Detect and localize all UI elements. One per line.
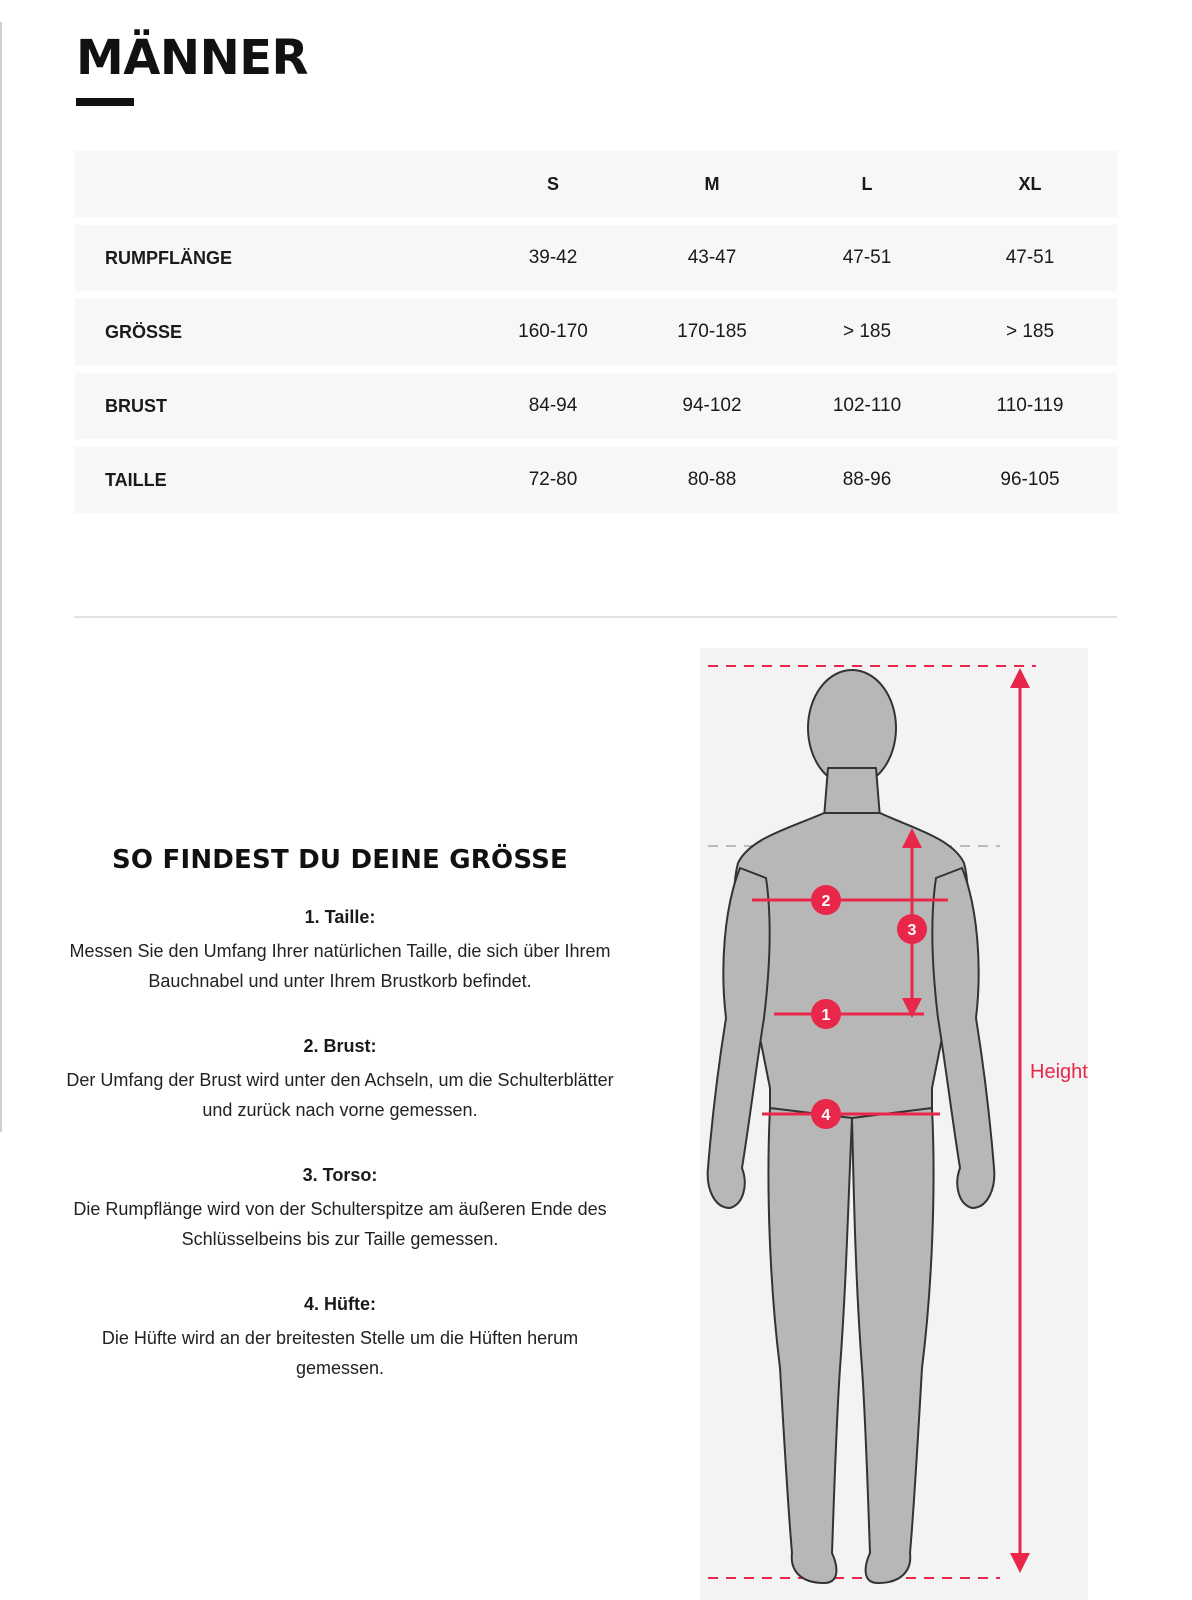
guide-step (60, 907, 620, 996)
left-leg-shape (768, 1108, 852, 1583)
guide-title: SO FINDEST DU DEINE GRÖSSE (112, 845, 568, 875)
table-cell: 102-110 (832, 395, 902, 416)
table-cell: 94-102 (682, 395, 742, 416)
section-divider (74, 616, 1117, 618)
page-edge-line (0, 22, 2, 1132)
table-cell: > 185 (842, 321, 892, 342)
step-title: 2. Brust: (303, 1036, 377, 1056)
right-leg-shape (852, 1108, 934, 1583)
marker-torso (897, 914, 927, 944)
height-arrow-up-icon (1010, 668, 1030, 688)
row-label: RUMPFLÄNGE (105, 248, 232, 268)
measuring-guide (60, 845, 620, 1423)
title-underline (76, 98, 134, 106)
table-cell: 170-185 (677, 321, 747, 342)
body-measurement-svg (700, 648, 1088, 1600)
table-cell: 39-42 (528, 247, 578, 268)
step-title: 3. Torso: (302, 1165, 378, 1185)
column-header: S (546, 174, 559, 194)
neck-shape (824, 768, 880, 818)
table-cell: 96-105 (1000, 469, 1060, 490)
step-text: Die Hüfte wird an der breitesten Stelle um die Hüften herum gemessen. (101, 1328, 579, 1378)
table-cell: 84-94 (528, 395, 578, 416)
table-cell: 110-119 (996, 395, 1064, 416)
right-arm-shape (932, 868, 994, 1208)
body-silhouette (708, 670, 995, 1583)
row-label: TAILLE (105, 470, 167, 490)
guide-step (60, 1165, 620, 1254)
table-cell: 80-88 (687, 469, 737, 490)
row-label: BRUST (105, 396, 167, 416)
table-cell: 72-80 (528, 469, 578, 490)
height-arrow-down-icon (1010, 1553, 1030, 1573)
size-table-header (75, 151, 1117, 217)
table-row (75, 299, 1117, 365)
table-cell: 88-96 (842, 469, 892, 490)
step-title: 1. Taille: (304, 907, 376, 927)
marker-hip (811, 1099, 841, 1129)
guide-step (60, 1036, 620, 1125)
size-table (75, 151, 1117, 521)
body-measurement-figure (700, 648, 1088, 1600)
table-cell: 160-170 (518, 321, 588, 342)
row-label: GRÖSSE (105, 322, 183, 342)
step-text: Messen Sie den Umfang Ihrer natürlichen Taille, die sich über Ihrem Bauchnabel und unter Ihrem Brustkorb befindet. (69, 941, 611, 991)
page-title: MÄNNER (76, 30, 309, 86)
step-title: 4. Hüfte: (304, 1294, 376, 1314)
table-cell: 43-47 (687, 247, 737, 268)
marker-label: 1 (821, 1007, 831, 1024)
table-row (75, 447, 1117, 513)
column-header: M (704, 174, 720, 194)
table-cell: > 185 (1005, 321, 1055, 342)
table-row (75, 373, 1117, 439)
marker-label: 3 (907, 922, 917, 939)
guide-step (60, 1294, 620, 1383)
step-text: Der Umfang der Brust wird unter den Achseln, um die Schulterblätter und zurück nach vorne gemessen. (66, 1070, 614, 1120)
table-row (75, 225, 1117, 291)
marker-label: 2 (821, 893, 831, 910)
column-header: L (861, 174, 873, 194)
left-arm-shape (708, 868, 770, 1208)
table-cell: 47-51 (842, 247, 892, 268)
marker-chest (811, 885, 841, 915)
height-label: Height (1030, 1061, 1088, 1083)
column-header: XL (1018, 174, 1042, 194)
table-cell: 47-51 (1005, 247, 1055, 268)
marker-waist (811, 999, 841, 1029)
step-text: Die Rumpflänge wird von der Schulterspitze am äußeren Ende des Schlüsselbeins bis zur Taille gemessen. (73, 1199, 607, 1249)
marker-label: 4 (821, 1107, 831, 1124)
